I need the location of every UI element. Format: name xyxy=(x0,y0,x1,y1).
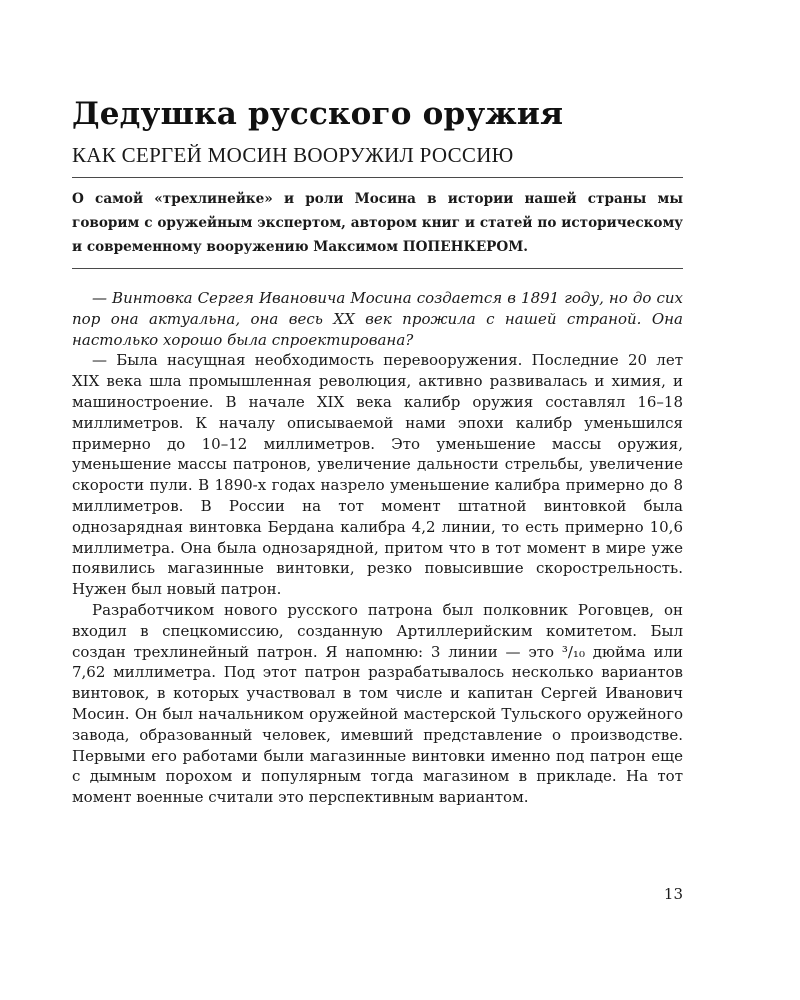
book-page xyxy=(72,0,683,1000)
article-paragraph: Разработчиком нового русского патрона был полковник Роговцев, он входил в спецкомиссию, созданную Артиллерийским комитетом. Был создан трехлинейный патрон. Я напомню: 3 линии — это ³/₁₀ дюйма или 7,62 миллиметра. Под этот патрон разрабатывалось несколько вариантов винтовок, в которых участвовал в том числе и капитан Сергей Иванович Мосин. Он был начальником оружейной мастерской Тульского оружейного завода, образованный человек, имевший представление о производстве. Первыми его работами были магазинные винтовки именно под патрон еще с дымным порохом и популярным тогда магазином в прикладе. На тот момент военные считали это перспективным вариантом. xyxy=(72,600,683,807)
interview-question: — Винтовка Сергея Ивановича Мосина создается в 1891 году, но до сих пор она актуальна, она весь XX век прожила с нашей страной. Она настолько хорошо была спроектирована? xyxy=(72,289,683,349)
lead-paragraph: О самой «трехлинейке» и роли Мосина в истории нашей страны мы говорим с оружейным экспертом, автором книг и статей по историческому и современному вооружению Максимом ПОПЕНКЕРОМ. xyxy=(72,191,683,255)
interview-answer: — Была насущная необходимость перевооружения. Последние 20 лет XIX века шла промышленная революция, активно развивалась и химия, и машиностроение. В начале XIX века калибр оружия составлял 16–18 миллиметров. К началу описываемой нами эпохи калибр уменьшился примерно до 10–12 миллиметров. Это уменьшение массы оружия, уменьшение массы патронов, увеличение дальности стрельбы, увеличение скорости пули. В 1890-х годах назрело уменьшение калибра примерно до 8 миллиметров. В России на тот момент штатной винтовкой была однозарядная винтовка Бердана калибра 4,2 линии, то есть примерно 10,6 миллиметра. Она была однозарядной, притом что в тот момент в мире уже появились магазинные винтовки, резко повысившие скорострельность. Нужен был новый патрон. xyxy=(72,351,683,599)
divider-bottom xyxy=(72,268,683,269)
article-body xyxy=(72,288,683,808)
chapter-subtitle: КАК СЕРГЕЙ МОСИН ВООРУЖИЛ РОССИЮ xyxy=(72,143,514,167)
divider-top xyxy=(72,177,683,178)
chapter-title: Дедушка русского оружия xyxy=(72,96,564,132)
page-number: 13 xyxy=(663,885,683,903)
